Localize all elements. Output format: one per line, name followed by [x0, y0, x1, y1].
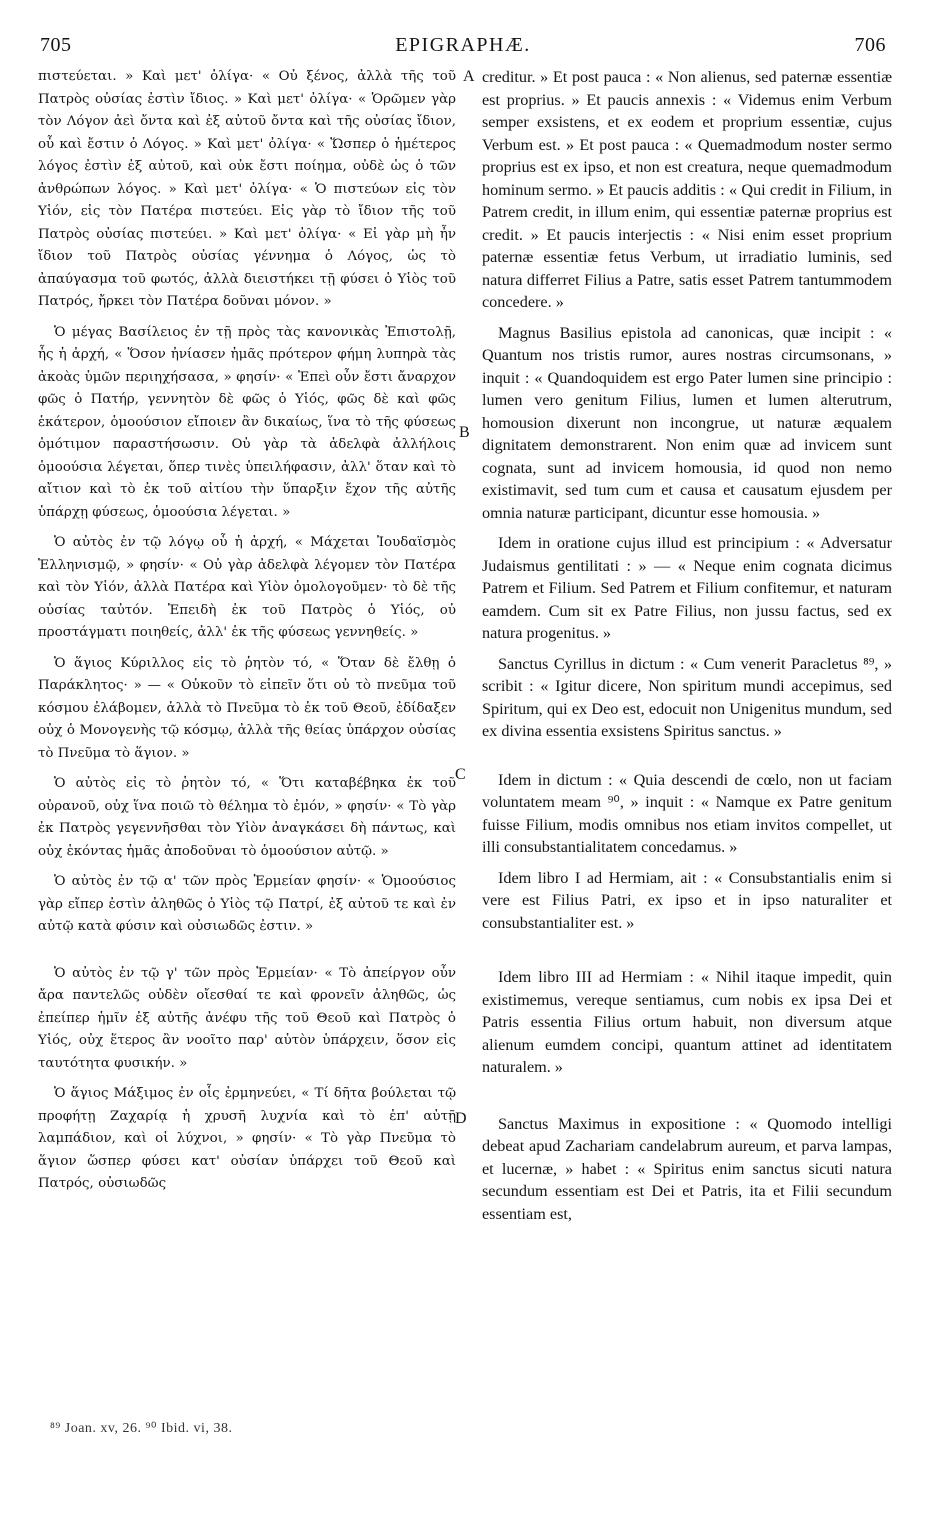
greek-paragraph: Ὁ αὐτὸς εἰς τὸ ῥητὸν τό, « Ὅτι καταβέβηκα ἐκ τοῦ οὐρανοῦ, οὐχ ἵνα ποιῶ τὸ θέλημα τὸ ἐμόν, » φησίν· « Τὸ γὰρ ἐκ Πατρὸς γεγεννῆσθαι τὸν Υἱὸν ἀναγκάσει δὴ πάντως, καὶ οὐχ ἑκόντας ἡμᾶς ἀποδοῦναι τὸ ὁμοούσιον αὐτῷ. »	[38, 776, 456, 859]
running-header	[40, 34, 886, 58]
latin-paragraph: Sanctus Cyrillus in dictum : « Cum venerit Paracletus ⁸⁹, » scribit : « Igitur dicere, Non spiritum mundi accepimus, sed Spiritum, qui ex Deo est, edocuit non Unigenitus mundum, sed ex divina essentia exsistens Spiritus sanctus. »	[482, 654, 892, 740]
margin-letter-b: B	[459, 424, 470, 441]
latin-paragraph: Magnus Basilius epistola ad canonicas, quæ incipit : « Quantum nos tristis rumor, aures nostras circumsonans, » inquit : « Quandoquidem est ergo Pater lumen sine principio : lumen vero genitum Filius, lumen et lumen alterutrum, homousion dixerunt non incongrue, ut naturæ æqualem dignitatem demonstrarent. Non enim quæ ad invicem sunt cognata, sunt ad invicem homousia, id quod non nemo existimavit, sed tum cum et causa et causatum ejusdem per omnia naturæ participant, dicuntur esse homousia. »	[482, 323, 892, 522]
latin-column	[482, 66, 892, 1225]
latin-paragraph: Idem libro III ad Hermiam : « Nihil itaque impedit, quin existimemus, vereque sentiamus, cum nobis ex ipsa Dei et Patris essentia Filius ortum habuit, non diversum atque alienum eumdem concipi, quantum attinet ad identitatem naturalem. »	[482, 968, 892, 1076]
greek-paragraph: Ὁ ἅγιος Κύριλλος εἰς τὸ ῥητὸν τό, « Ὅταν δὲ ἔλθῃ ὁ Παράκλητος· » — « Οὐκοῦν τὸ εἰπεῖν ὅτι οὐ τὸ πνεῦμα τοῦ κόσμου ἐλάβομεν, ἀλλὰ τὸ Πνεῦμα τὸ ἐκ τοῦ Θεοῦ, ἐδίδαξεν οὐχ ὁ Μονογενὴς τῷ κόσμῳ, ἀλλὰ τῆς θείας ὑπάρχον οὐσίας τὸ Πνεῦμα τὸ ἅγιον. »	[38, 655, 456, 761]
greek-paragraph: Ὁ αὐτὸς ἐν τῷ λόγῳ οὗ ἡ ἀρχή, « Μάχεται Ἰουδαϊσμὸς Ἑλληνισμῷ, » φησίν· « Οὐ γὰρ ἀδελφὰ λέγομεν τὸν Πατέρα καὶ τὸν Υἱόν, ἀλλὰ Πατέρα καὶ Υἱὸν ὁμολογοῦμεν· τὸ δὲ τῆς οὐσίας ταὐτόν. Ἐπειδὴ ἐκ τοῦ Πατρὸς ὁ Υἱός, οὐ προστάγματι ποιηθείς, ἀλλ' ἐκ τῆς φύσεως γεννηθείς. »	[38, 535, 456, 640]
greek-paragraph: Ὁ αὐτὸς ἐν τῷ γ' τῶν πρὸς Ἑρμείαν· « Τὸ ἀπείργον οὖν ἄρα παντελῶς οὐδὲν οἴεσθαί τε καὶ φρονεῖν ἀληθῶς, ὡς ἐπείπερ ἡμῖν ἐξ αὐτῆς ἀνέφυ τῆς τοῦ Θεοῦ καὶ Πατρὸς ὁ Υἱός, οὐχ ἕτερος ἂν νοοῖτο παρ' αὐτὸν ὑπάρχειν, ὅσον εἰς ταυτότητα φυσικήν. »	[38, 965, 456, 1071]
left-page-number: 705	[40, 34, 72, 56]
greek-paragraph: Ὁ αὐτὸς ἐν τῷ α' τῶν πρὸς Ἑρμείαν φησίν· « Ὁμοούσιος γὰρ εἴπερ ἐστὶν ἀληθῶς ὁ Υἱὸς τῷ Πατρί, ἐξ αὐτοῦ τε καὶ ἐν αὐτῷ κατὰ φύσιν καὶ οὐσιωδῶς ἐστιν. »	[38, 874, 456, 934]
latin-paragraph: Sanctus Maximus in expositione : « Quomodo intelligi debeat apud Zachariam candelabrum aureum, et parva lampas, et lucernæ, » habet : « Spiritus enim sanctus sicuti natura secundum essentiam est Dei et Patris, ita et Filii secundum essentiam est,	[482, 1114, 892, 1223]
margin-letter-a: A	[463, 68, 475, 85]
greek-paragraph: Ὁ ἅγιος Μάξιμος ἐν οἷς ἑρμηνεύει, « Τί δῆτα βούλεται τῷ προφήτῃ Ζαχαρίᾳ ἡ χρυσῆ λυχνία καὶ τὸ ἐπ' αὐτῇ λαμπάδιον, καὶ οἱ λύχνοι, » φησίν· « Τὸ γὰρ Πνεῦμα τὸ ἅγιον ὥσπερ φύσει κατ' οὐσίαν ὑπάρχει τοῦ Θεοῦ καὶ Πατρός, οὐσιωδῶς	[38, 1086, 456, 1191]
latin-paragraph: creditur. » Et post pauca : « Non alienus, sed paternæ essentiæ est proprius. » Et paucis annexis : « Videmus enim Verbum semper exsistens, et ex eodem et proprium essentiæ, cujus Verbum est. » Et post pauca : « Quemadmodum noster sermo proprius est ex ipso, et non est creatura, neque quemadmodum hominum sermo. » Et paucis additis : « Qui credit in Filium, in Patrem credit, in illum enim, qui essentiæ paternæ proprius est credit. » Et paucis interjectis : « Nisi enim esset proprium paternæ essentiæ fetus Verbum, ut irradiatio luminis, sed natura differret Filius a Patre, satis esset Patrem tantummodem concedere. »	[482, 68, 892, 311]
margin-letter-d: D	[455, 1110, 467, 1127]
greek-paragraph: πιστεύεται. » Καὶ μετ' ὀλίγα· « Οὐ ξένος, ἀλλὰ τῆς τοῦ Πατρὸς οὐσίας ἐστὶν ἴδιος. » Καὶ μετ' ὀλίγα· « Ὁρῶμεν γὰρ τὸν Λόγον ἀεὶ ὄντα καὶ ἐξ αὐτοῦ ὄντα καὶ τῆς οὐσίας ἴδιον, οὗ καὶ ἔστιν ὁ Λόγος. » Καὶ μετ' ὀλίγα· « Ὥσπερ ὁ ἡμέτερος λόγος ἐστὶν ἐξ αὐτοῦ, καὶ οὐκ ἔστι ποίημα, οὐδὲ ὡς ὁ τῶν ἀνθρώπων λόγος. » Καὶ μετ' ὀλίγα· « Ὁ πιστεύων εἰς τὸν Υἱόν, εἰς τὸν Πατέρα πιστεύει. Εἰς γὰρ τὸ ἴδιον τῆς τοῦ Πατρὸς οὐσίας πιστεύει. » Καὶ μετ' ὀλίγα· « Εἰ γὰρ μὴ ἦν ἴδιον τοῦ Πατρὸς οὐσίας γέννημα ὁ Λόγος, ὡς τὸ ἀπαύγασμα τοῦ φωτός, ἀλλὰ διειστήκει τῇ φύσει ὁ Υἱὸς τοῦ Πατρός, ἤρκει τὸν Πατέρα δοῦναι μόνον. »	[38, 69, 456, 309]
greek-paragraph: Ὁ μέγας Βασίλειος ἐν τῇ πρὸς τὰς κανονικὰς Ἐπιστολῇ, ἧς ἡ ἀρχή, « Ὅσον ἠνίασεν ἡμᾶς πρότερον φήμη λυπηρὰ τὰς ἀκοὰς ὑμῶν περιηχήσασα, » φησίν· « Ἐπεὶ οὖν ἔστι ἄναρχον φῶς ὁ Πατήρ, γεννητὸν δὲ φῶς ὁ Υἱός, φῶς δὲ καὶ φῶς ἑκάτερον, ὁμοούσιον εἴποιεν ἂν δικαίως, ἵνα τὸ τῆς φύσεως ὁμότιμον παραστήσωσιν. Οὐ γὰρ τὰ ἀδελφὰ ἀλλήλοις ὁμοούσια λέγεται, ὅπερ τινὲς ὑπειλήφασιν, ἀλλ' ὅταν καὶ τὸ αἴτιον καὶ τὸ ἐκ τοῦ αἰτίου τὴν ὕπαρξιν ἔχον τῆς αὐτῆς ὑπάρχῃ φύσεως, ὁμοούσια λέγεται. »	[38, 324, 456, 520]
margin-letter-c: C	[455, 766, 466, 783]
right-page-number: 706	[854, 34, 886, 56]
greek-column	[38, 66, 456, 1196]
latin-paragraph: Idem libro I ad Hermiam, ait : « Consubstantialis enim si vere est Filius Patri, ex ipso et in ipso naturaliter et consubstantialiter est. »	[482, 868, 892, 932]
latin-paragraph: Idem in oratione cujus illud est principium : « Adversatur Judaismus gentilitati : » — « Neque enim cognata dicimus Patrem et Filium. Sed Patrem et Filium confitemur, et naturam eamdem. Cum sit ex Patre Filius, non jussu factus, sed ex natura progenitus. »	[482, 534, 892, 642]
footnotes: ⁸⁹ Joan. xv, 26. ⁹⁰ Ibid. vi, 38.	[50, 1421, 233, 1436]
running-title: EPIGRAPHÆ.	[395, 34, 531, 56]
latin-paragraph: Idem in dictum : « Quia descendi de cœlo, non ut faciam voluntatem meam ⁹⁰, » inquit : « Namque ex Patre genitum fuisse Filium, modis omnibus nos etiam invitos compellet, ut illi consubstantialitatem concedamus. »	[482, 770, 892, 856]
